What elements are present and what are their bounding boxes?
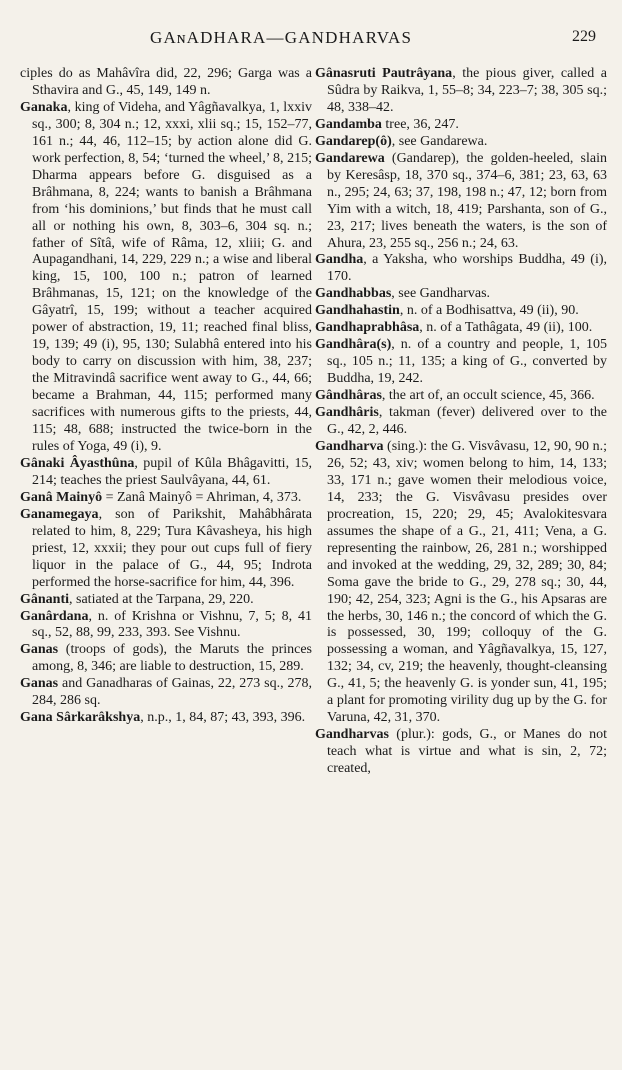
entry-headword: Gandhâra(s) — [315, 337, 392, 353]
entry-headword: Gandarewa — [315, 150, 385, 166]
index-entry — [20, 642, 312, 676]
entry-text: and Ganadharas of Gainas, 22, 273 sq., 278, 284, 286 sq. — [32, 676, 312, 709]
index-entry — [315, 439, 607, 727]
entry-text: (plur.): gods, G., or Manes do not teach what is virtue and what is sin, 2, 72; created, — [327, 727, 607, 777]
entry-text: (troops of gods), the Maruts the princes among, 8, 346; are liable to destruction, 15, 289. — [32, 642, 312, 675]
running-head — [0, 28, 622, 50]
index-entry — [315, 337, 607, 388]
entry-text: = Zanâ Mainyô = Ahriman, 4, 373. — [102, 489, 302, 505]
left-column — [20, 66, 312, 727]
entry-headword: Gandha — [315, 252, 364, 268]
index-entry — [20, 609, 312, 643]
entry-headword: Gânanti — [20, 591, 70, 607]
index-entry — [315, 134, 607, 151]
index-entry — [315, 303, 607, 320]
entry-text: ciples do as Mahâvîra did, 22, 296; Garga was a Sthavira and G., 45, 149, 149 n. — [20, 66, 312, 98]
index-entry — [20, 490, 312, 507]
entry-headword: Ganârdana — [20, 608, 89, 624]
right-column — [315, 66, 607, 778]
entry-text: , the pious giver, called a Sûdra by Raikva, 1, 55–8; 34, 223–7; 38, 305 sq.; 48, 338–42. — [327, 66, 607, 115]
entry-headword: Ganas — [20, 642, 59, 658]
entry-headword: Ganamegaya — [20, 506, 99, 522]
entry-text: , n.p., 1, 84, 87; 43, 393, 396. — [140, 710, 306, 726]
entry-headword: Gandarep(ô) — [315, 133, 392, 149]
entry-text: , n. of Krishna or Vishnu, 7, 5; 8, 41 sq., 52, 88, 99, 233, 393. See Vishnu. — [32, 608, 312, 641]
entry-text: , pupil of Kûla Bhâgavitti, 15, 214; teaches the priest Saulvâyana, 44, 61. — [32, 455, 313, 488]
entry-headword: Gândhâras — [315, 388, 382, 404]
entry-text: , see Gandarewa. — [391, 133, 488, 149]
index-entry — [20, 100, 312, 456]
index-entry — [315, 286, 607, 303]
page-number: 229 — [572, 28, 596, 45]
entry-headword: Gandharva — [315, 438, 384, 454]
entry-headword: Gandharvas — [315, 727, 389, 743]
entry-text: tree, 36, 247. — [381, 116, 459, 132]
index-entry — [315, 252, 607, 286]
entry-text: , n. of a Tathâgata, 49 (ii), 100. — [419, 320, 593, 336]
index-entry — [20, 456, 312, 490]
index-entry — [315, 388, 607, 405]
index-entry — [315, 320, 607, 337]
entry-headword: Ganas — [20, 676, 59, 692]
entry-headword: Gandhahastin — [315, 303, 400, 319]
index-entry — [20, 710, 312, 727]
entry-headword: Ganaka — [20, 99, 68, 115]
entry-text: , king of Videha, and Yâgñavalkya, 1, lxxiv sq., 300; 8, 304 n.; 12, xxxi, xlii sq.; 15, 152–77, 161 n.; 44, 46, 112–15; by action alone did G. work perfection, 8, 54; ‘turned the wheel,’ 8, 215; Dharma appears before G. disguised as a Brâhmana, 8, 224; wants to banish a Brâhmana from ‘his dominions,’ but finds that he must call all or nothing his own, 8, 303–6, 304 sq. n.; father of Sîtâ, wife of Râma, 12, xliii; G. and Aupagandhani, 14, 229, 229 n.; a wise and liberal king, 15, 100, 100 n.; patron of learned Brâhmanas, 15, 121; on the knowledge of the Gâyatrî, 15, 199; without a teacher acquired power of abstraction, 19, 11; reached final bliss, 19, 139; 49 (i), 95, 130; Sulabhâ entered into his body to carry on discussion with him, 38, 237; the Mitravindâ sacrifice went away to G., 44, 66; became a Brahman, 44, 115; performed many sacrifices with numerous gifts to the priests, 44, 115; 48, 688; instructed the twice-born in the rules of Yoga, 49 (i), 9. — [32, 99, 312, 454]
index-entry — [315, 151, 607, 253]
entry-text: , n. of a country and people, 1, 105 sq., 105 n.; 11, 135; a king of G., converted by Buddha, 19, 242. — [327, 337, 607, 387]
index-entry — [315, 727, 607, 778]
entry-headword: Gandhaprabhâsa — [315, 320, 420, 336]
entry-text: , the art of, an occult science, 45, 366. — [381, 388, 595, 404]
index-entry — [20, 66, 312, 100]
entry-headword: Gandhabbas — [315, 286, 392, 302]
entry-headword: Ganâ Mainyô — [20, 489, 103, 505]
entry-text: (Gandarep), the golden-heeled, slain by Keresâsp, 18, 370 sq., 374–6, 381; 23, 63, 63 n., 295; 24, 63; 37, 198, 198 n.; 47, 12; born from Yim with a witch, 18, 419; Parshanta, son of G., 23, 217; lives beneath the waters, is the son of Ahura, 23, 255 sq., 256 n.; 24, 63. — [327, 150, 607, 251]
index-entry — [20, 676, 312, 710]
entry-text: , n. of a Bodhisattva, 49 (ii), 90. — [399, 303, 579, 319]
index-entry — [315, 66, 607, 117]
index-entry — [20, 592, 312, 609]
entry-headword: Gânasruti Pautrâyana — [315, 66, 453, 81]
entry-text: (sing.): the G. Visvâvasu, 12, 90, 90 n.; 26, 52; 43, xiv; women belong to him, 14, 133; 33, 171 n.; gave women their melodious voice, 14, 233; the G. Visvâvasu presides over procreation, 15, 220; 29, 45; Avalokitesvara assumes the shape of a G., 21, 411; Vena, a G. representing the rainbow, 26, 281 n.; worshipped and invoked at the wedding, 29, 32, 289; 30, 84; Soma gave the bride to G., 29, 278 sq.; 30, 44, 190; 42, 254, 323; Agni is the G., his Apsaras are the herbs, 30, 146 n.; the concord of which the G. is possessed, 30, 199; colloquy of the G. possessing a woman, and Yâgñavalkya, 15, 127, 132; 34, cv, 219; the heavenly, thought-cleansing G., 41, 5; the heavenly G. is yonder sun, 41, 195; a plant for promoting virility dug up by the G. for Varuna, 42, 31, 370. — [327, 438, 607, 726]
index-entry — [20, 507, 312, 592]
entry-headword: Gana Sârkarâkshya — [20, 710, 141, 726]
entry-headword: Gandamba — [315, 116, 382, 132]
running-title: GAɴADHARA—GANDHARVAS — [150, 28, 413, 47]
index-entry — [315, 117, 607, 134]
index-entry — [315, 405, 607, 439]
entry-headword: Gânaki Âyasthûna — [20, 455, 135, 471]
entry-text: , takman (fever) delivered over to the G., 42, 2, 446. — [327, 405, 607, 438]
entry-headword: Gandhâris — [315, 405, 379, 421]
entry-text: , a Yaksha, who worships Buddha, 49 (i), 170. — [327, 252, 607, 285]
entry-text: , son of Parikshit, Mahâbhârata related to him, 8, 229; Tura Kâvasheya, his high priest, 12, xxxii; they pour out cups full of fiery liquor in the palace of G., 44, 95; Indrota performed the horse-sacrifice for him, 44, 396. — [32, 506, 312, 590]
entry-text: , see Gandharvas. — [391, 286, 491, 302]
entry-text: , satiated at the Tarpana, 29, 220. — [69, 591, 254, 607]
